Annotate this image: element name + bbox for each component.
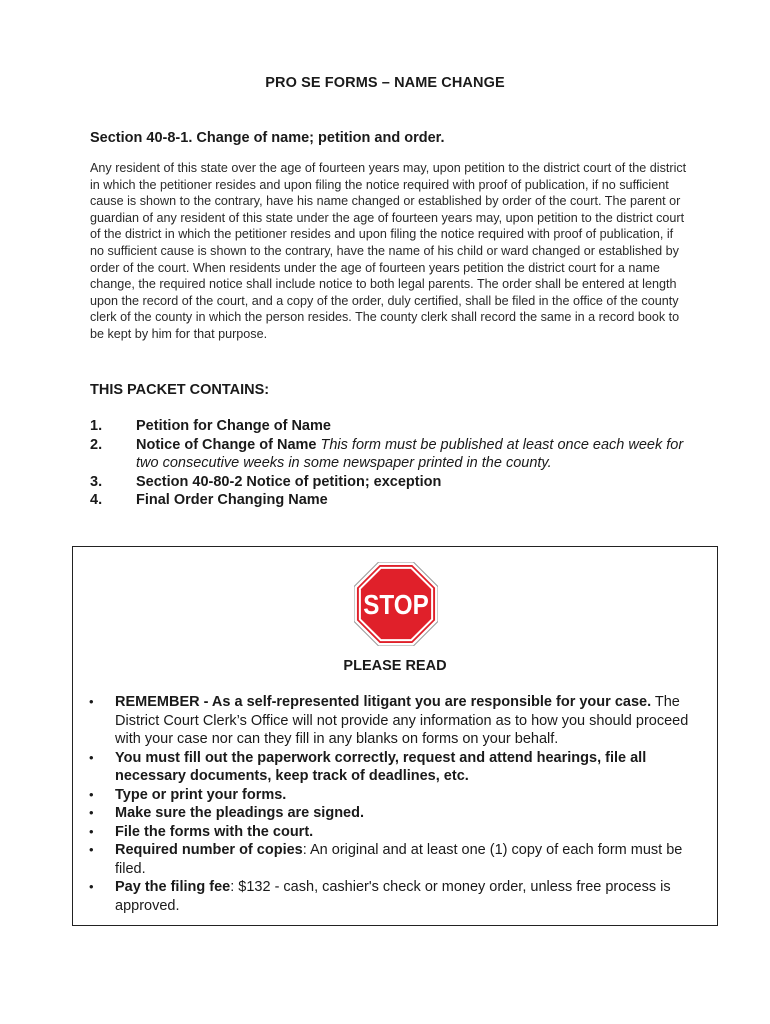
packet-item [90,417,690,436]
notice-item-body [115,786,711,805]
packet-item-title: Final Order Changing Name [136,492,328,508]
notice-item [89,823,711,842]
bullet-icon: • [89,749,94,765]
notice-item-text: The District Court Clerk’s Office will not provide any information as to how you should proceed with your case nor can they fill in any blanks on forms on your behalf. [115,694,689,747]
packet-item-body [136,473,690,492]
bullet-icon: • [89,823,94,839]
notice-item-text: : $132 - cash, cashier's check or money order, unless free process is approved. [115,879,671,914]
packet-item-title: Petition for Change of Name [136,418,331,434]
packet-item-body [136,491,690,510]
packet-item-number: 1. [90,418,103,434]
stop-sign-text: STOP [363,589,429,621]
notice-item [89,749,711,786]
packet-item [90,491,690,510]
section-heading: Section 40-8-1. Change of name; petition and order. [90,130,445,146]
notice-item [89,804,711,823]
bullet-icon: • [89,842,94,857]
bullet-icon: • [89,879,94,894]
bullet-icon: • [89,786,94,802]
packet-item-number: 3. [90,473,103,490]
document-title: PRO SE FORMS – NAME CHANGE [265,75,505,91]
packet-item-title: Notice of Change of Name [136,436,317,453]
notice-item [89,786,711,805]
packet-item-body [136,417,690,436]
notice-item-body [115,823,711,842]
packet-heading: THIS PACKET CONTAINS: [90,382,270,398]
packet-item-body [136,436,690,473]
notice-item-bold: You must fill out the paperwork correctly, request and attend hearings, file all necessary documents, keep track of deadlines, etc. [115,749,647,784]
packet-list [90,417,690,510]
notice-item-body [115,841,711,878]
stop-sign-icon [354,562,438,646]
packet-item-number: 2. [90,436,103,453]
notice-item-bold: Type or print your forms. [115,786,287,803]
packet-item [90,436,690,473]
notice-item-bold: File the forms with the court. [115,823,314,840]
bullet-icon: • [89,805,94,820]
please-read-heading: PLEASE READ [343,658,447,674]
notice-box [72,546,718,926]
notice-item-bold: REMEMBER - As a self-represented litigant you are responsible for your case. [115,694,652,710]
notice-item-bold: Required number of copies [115,842,303,858]
packet-item-number: 4. [90,492,103,508]
packet-item-note: This form must be published at least once each week for two consecutive weeks in some newspaper printed in the county. [136,436,684,471]
notice-item [89,693,711,749]
notice-item-body [115,804,711,823]
notice-item-body [115,749,711,786]
notice-list [89,693,711,915]
notice-item-body [115,878,711,915]
statute-text: Any resident of this state over the age of fourteen years may, upon petition to the district court of the district in which the petitioner resides and upon filing the notice required with proof of publication, if no sufficient cause is shown to the contrary, have his name changed or established by order of the court. The parent or guardian of any resident of this state under the age of fourteen years may, upon petition to the district court of the district in which the petitioner resides and upon filing the notice required with proof of publication, if no sufficient cause is shown to the contrary, have the name of his child or ward changed or established by order of the court. When residents under the age of fourteen years petition the district court for a name change, the required notice shall include notice to both legal parents. The order shall be entered at length upon the record of the court, and a copy of the order, duly certified, shall be filed in the office of the county clerk of the county in which the person resides. The county clerk shall record the same in a record book to be kept by him for that purpose. [90,161,687,341]
notice-item-bold: Make sure the pleadings are signed. [115,805,364,821]
notice-item-bold: Pay the filing fee [115,879,231,895]
packet-item-title: Section 40-80-2 Notice of petition; exception [136,473,442,490]
packet-item [90,473,690,492]
notice-item-body [115,693,711,749]
notice-item [89,841,711,878]
notice-item [89,878,711,915]
notice-item-text: : An original and at least one (1) copy of each form must be filed. [115,842,683,877]
bullet-icon: • [89,694,94,709]
